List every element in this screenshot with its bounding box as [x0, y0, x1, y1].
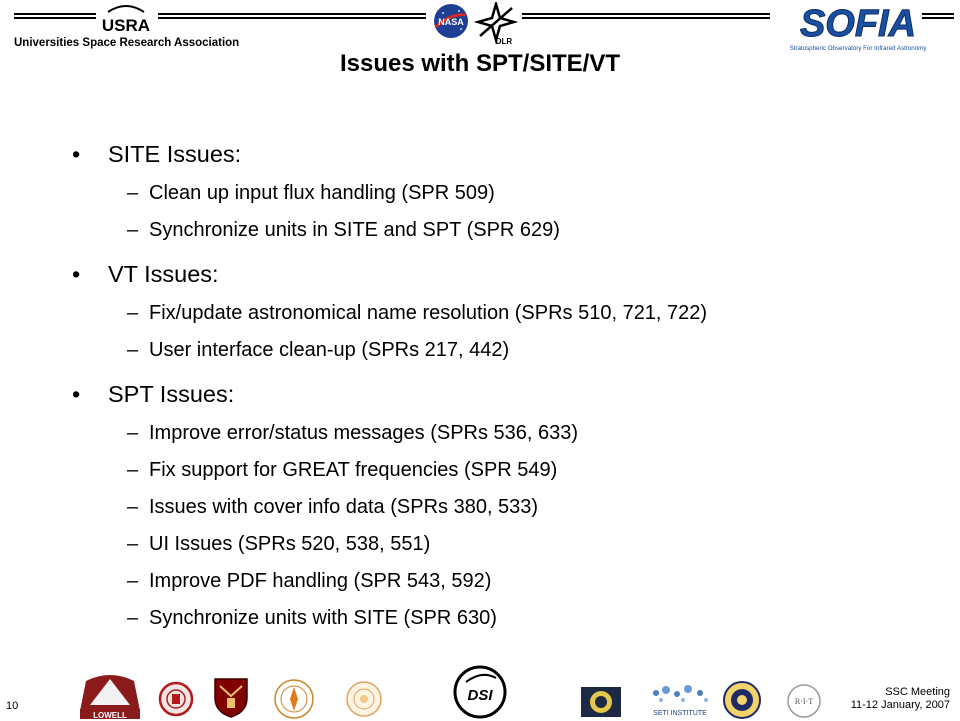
nasa-logo-text: NASA — [438, 17, 464, 27]
sub-item-text: Synchronize units in SITE and SPT (SPR 629) — [149, 219, 560, 241]
header-rule-left — [14, 13, 96, 19]
sub-item-text: Improve PDF handling (SPR 543, 592) — [149, 570, 492, 592]
sub-item — [72, 421, 932, 445]
meeting-name: SSC Meeting — [885, 686, 950, 698]
sub-dash: – — [127, 459, 139, 481]
meeting-date: 11-12 January, 2007 — [850, 699, 950, 711]
bullet-item — [72, 140, 932, 168]
sub-dash: – — [127, 219, 139, 241]
bullet-label: VT Issues: — [108, 261, 219, 287]
sub-item-text: Clean up input flux handling (SPR 509) — [149, 182, 495, 204]
sub-item-text: User interface clean-up (SPRs 217, 442) — [149, 339, 510, 361]
caltech-seal-logo — [272, 678, 316, 720]
sub-dash: – — [127, 570, 139, 592]
sub-item — [72, 532, 932, 556]
sub-item-text: Synchronize units with SITE (SPR 630) — [149, 607, 497, 629]
slide-content — [72, 140, 932, 630]
sub-dash: – — [127, 533, 139, 555]
sub-item — [72, 569, 932, 593]
bullet-mark: • — [72, 141, 81, 167]
usra-logo-text: USRA — [101, 16, 151, 35]
dlr-logo — [474, 2, 518, 46]
sub-dash: – — [127, 422, 139, 444]
seti-logo-text: SETI INSTITUTE — [653, 710, 707, 717]
sub-item — [72, 495, 932, 519]
bullet-item — [72, 260, 932, 288]
usra-logo — [98, 2, 154, 38]
page-number: 10 — [6, 700, 19, 712]
sub-item — [72, 458, 932, 482]
sub-item — [72, 606, 932, 630]
sub-dash: – — [127, 496, 139, 518]
sub-item-text: Issues with cover info data (SPRs 380, 533) — [149, 496, 539, 518]
university-seal-logo — [722, 681, 762, 719]
dsi-logo — [452, 664, 508, 720]
bullet-mark: • — [72, 381, 81, 407]
sub-item — [72, 338, 932, 362]
dlr-logo-text: DLR — [495, 37, 513, 46]
lowell-logo — [76, 671, 144, 721]
sub-item — [72, 218, 932, 242]
bullet-mark: • — [72, 261, 81, 287]
seti-institute-logo — [646, 683, 714, 719]
sub-item-text: UI Issues (SPRs 520, 538, 551) — [149, 533, 431, 555]
sub-item-text: Improve error/status messages (SPRs 536, 633) — [149, 422, 579, 444]
chicago-shield-logo — [212, 676, 250, 718]
meeting-info — [851, 686, 950, 712]
lowell-logo-text: LOWELL — [93, 711, 127, 720]
sub-dash: – — [127, 607, 139, 629]
sub-dash: – — [127, 302, 139, 324]
sub-dash: – — [127, 182, 139, 204]
sub-item-text: Fix support for GREAT frequencies (SPR 549) — [149, 459, 558, 481]
sub-item — [72, 181, 932, 205]
sub-item-text: Fix/update astronomical name resolution (SPRs 510, 721, 722) — [149, 302, 708, 324]
bullet-label: SITE Issues: — [108, 141, 242, 167]
dark-shield-logo — [580, 686, 622, 718]
sofia-tagline: Stratospheric Observatory For Infrared Astronomy — [789, 45, 927, 52]
header-rule-mid-right — [522, 13, 770, 19]
slide-title: Issues with SPT/SITE/VT — [339, 50, 621, 77]
dsi-logo-text: DSI — [467, 687, 493, 704]
cornell-seal-logo — [156, 681, 196, 717]
ucla-seal-logo — [344, 680, 384, 718]
header-rule-mid-left — [158, 13, 426, 19]
rit-logo-text: R·I·T — [794, 697, 814, 706]
nasa-logo — [433, 3, 469, 39]
bullet-label: SPT Issues: — [108, 381, 235, 407]
sub-dash: – — [127, 339, 139, 361]
bullet-item — [72, 380, 932, 408]
usra-subtitle: Universities Space Research Association — [14, 37, 240, 49]
sofia-logo-text: SOFIA — [799, 3, 917, 45]
sub-item — [72, 301, 932, 325]
rit-seal-logo — [784, 683, 824, 719]
